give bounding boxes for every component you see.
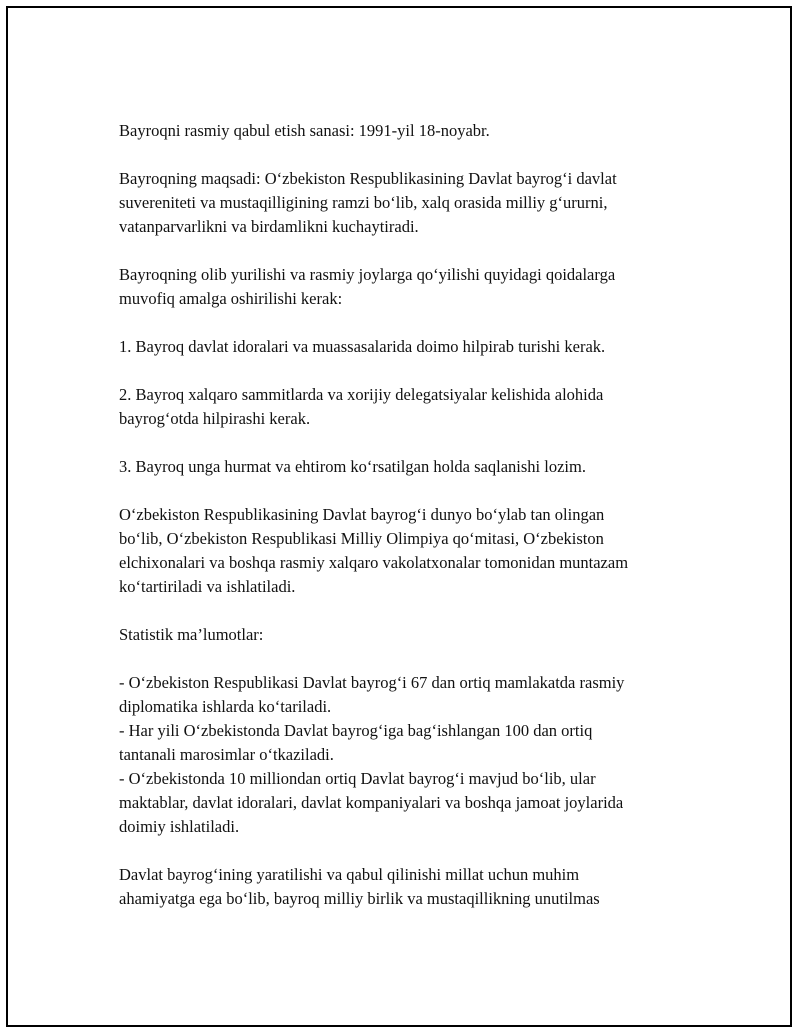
rule-item-2: 2. Bayroq xalqaro sammitlarda va xorijiy delegatsiyalar kelishida alohida bayrog‘otda hilpirashi kerak. <box>119 385 604 428</box>
document-body <box>119 119 719 911</box>
statistic-item-1: - O‘zbekiston Respublikasi Davlat bayrog‘i 67 dan ortiq mamlakatda rasmiy diplomatika ishlarda ko‘tariladi. <box>119 673 625 716</box>
rules-intro-paragraph: Bayroqning olib yurilishi va rasmiy joylarga qo‘yilishi quyidagi qoidalarga muvofiq amalga oshirilishi kerak: <box>119 265 616 308</box>
closing-paragraph: Davlat bayrog‘ining yaratilishi va qabul qilinishi millat uchun muhim ahamiyatga ega bo‘lib, bayroq milliy birlik va mustaqillikning unutilmas <box>119 865 600 908</box>
statistic-item-3: - O‘zbekistonda 10 milliondan ortiq Davlat bayrog‘i mavjud bo‘lib, ular maktablar, davlat idoralari, davlat kompaniyalari va boshqa jamoat joylarida doimiy ishlatiladi. <box>119 769 624 836</box>
adoption-date-paragraph: Bayroqni rasmiy qabul etish sanasi: 1991-yil 18-noyabr. <box>119 121 490 140</box>
rule-item-3: 3. Bayroq unga hurmat va ehtirom ko‘rsatilgan holda saqlanishi lozim. <box>119 457 586 476</box>
rule-item-1: 1. Bayroq davlat idoralari va muassasalarida doimo hilpirab turishi kerak. <box>119 337 606 356</box>
purpose-paragraph: Bayroqning maqsadi: O‘zbekiston Respublikasining Davlat bayrog‘i davlat suvereniteti va mustaqilligining ramzi bo‘lib, xalq orasida milliy g‘ururni, vatanparvarlikni va birdamlikni kuchaytiradi. <box>119 169 617 236</box>
statistic-item-2: - Har yili O‘zbekistonda Davlat bayrog‘iga bag‘ishlangan 100 dan ortiq tantanali marosimlar o‘tkaziladi. <box>119 721 593 764</box>
document-page <box>6 6 792 1027</box>
statistics-heading: Statistik ma’lumotlar: <box>119 625 264 644</box>
recognition-paragraph: O‘zbekiston Respublikasining Davlat bayrog‘i dunyo bo‘ylab tan olingan bo‘lib, O‘zbekiston Respublikasi Milliy Olimpiya qo‘mitasi, O‘zbekiston elchixonalari va boshqa rasmiy xalqaro vakolatxonalar tomonidan muntazam ko‘tartiriladi va ishlatiladi. <box>119 505 629 596</box>
